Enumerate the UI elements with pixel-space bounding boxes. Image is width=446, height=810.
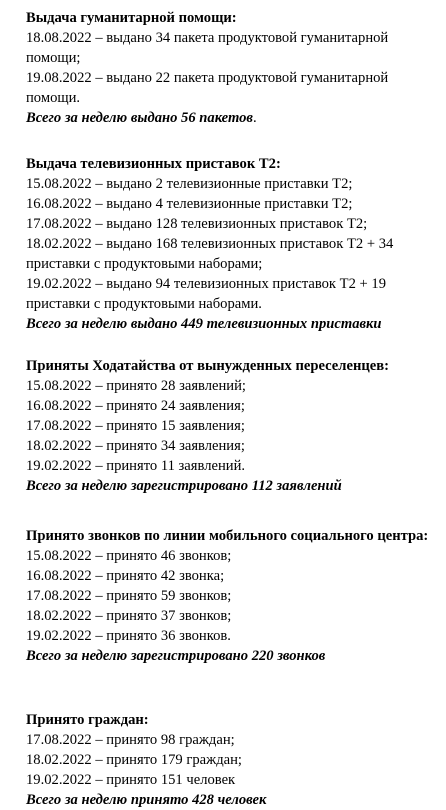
- list-item: 15.08.2022 – принято 28 заявлений;: [26, 378, 246, 394]
- list-item: 19.08.2022 – выдано 22 пакета продуктовой гуманитарной помощи.: [26, 70, 389, 106]
- list-item: 15.08.2022 – выдано 2 телевизионные приставки Т2;: [26, 176, 353, 192]
- list-item: 17.08.2022 – принято 59 звонков;: [26, 588, 232, 604]
- list-item: 19.02.2022 – выдано 94 телевизионных приставок Т2 + 19 приставки с продуктовыми наборами.: [26, 276, 387, 312]
- list-item: 18.02.2022 – принято 37 звонков;: [26, 608, 232, 624]
- list-item: 16.08.2022 – принято 24 заявления;: [26, 398, 245, 414]
- list-item: 18.08.2022 – выдано 34 пакета продуктовой гуманитарной помощи;: [26, 30, 389, 66]
- section-title: Приняты Ходатайства от вынужденных переселенцев:: [26, 358, 389, 374]
- section-total-line: [26, 108, 438, 128]
- section-citizens-received: [26, 710, 438, 810]
- section-total: Всего за неделю выдано 56 пакетов: [26, 110, 253, 126]
- section-total-line: [26, 646, 438, 666]
- list-item: 19.02.2022 – принято 11 заявлений.: [26, 458, 246, 474]
- section-total: Всего за неделю выдано 449 телевизионных приставки: [26, 316, 382, 332]
- list-item: 18.02.2022 – выдано 168 телевизионных приставок Т2 + 34 приставки с продуктовыми наборами;: [26, 236, 394, 272]
- list-item: 16.08.2022 – принято 42 звонка;: [26, 568, 225, 584]
- section-total-line: [26, 790, 438, 810]
- section-petitions: [26, 356, 438, 496]
- section-title: Выдача гуманитарной помощи:: [26, 10, 237, 26]
- list-item: 18.02.2022 – принято 34 заявления;: [26, 438, 245, 454]
- section-total-line: [26, 476, 438, 496]
- section-humanitarian-aid: [26, 8, 438, 128]
- list-item: 16.08.2022 – выдано 4 телевизионные приставки Т2;: [26, 196, 353, 212]
- list-item: 17.08.2022 – принято 98 граждан;: [26, 732, 235, 748]
- section-tv-set-top-boxes: [26, 154, 438, 334]
- list-item: 15.08.2022 – принято 46 звонков;: [26, 548, 232, 564]
- section-total: Всего за неделю зарегистрировано 220 звонков: [26, 648, 326, 664]
- section-total: Всего за неделю зарегистрировано 112 заявлений: [26, 478, 342, 494]
- list-item: 19.02.2022 – принято 151 человек: [26, 772, 236, 788]
- section-total: Всего за неделю принято 428 человек: [26, 792, 267, 808]
- section-title: Выдача телевизионных приставок Т2:: [26, 156, 281, 172]
- list-item: 18.02.2022 – принято 179 граждан;: [26, 752, 242, 768]
- document-body: [26, 8, 438, 810]
- section-calls: [26, 526, 438, 666]
- section-total-suffix: .: [252, 110, 257, 126]
- list-item: 17.08.2022 – принято 15 заявления;: [26, 418, 245, 434]
- list-item: 17.08.2022 – выдано 128 телевизионных приставок Т2;: [26, 216, 368, 232]
- section-total-line: [26, 314, 438, 334]
- section-title: Принято граждан:: [26, 712, 149, 728]
- section-title: Принято звонков по линии мобильного социального центра:: [26, 528, 429, 544]
- list-item: 19.02.2022 – принято 36 звонков.: [26, 628, 231, 644]
